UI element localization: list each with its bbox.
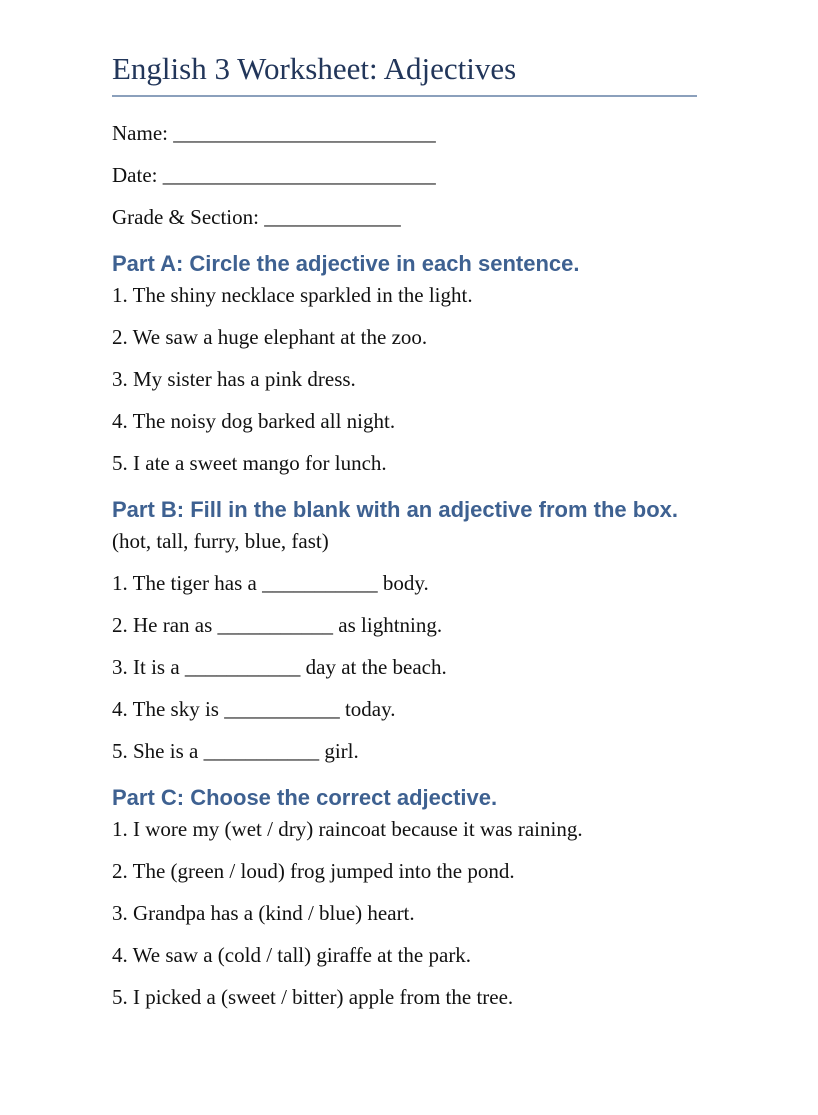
part-a-item-5: 5. I ate a sweet mango for lunch. xyxy=(112,451,387,475)
part-c-item-2: 2. The (green / loud) frog jumped into the pond. xyxy=(112,859,515,883)
part-a-item-3: 3. My sister has a pink dress. xyxy=(112,367,356,391)
part-c-item-4: 4. We saw a (cold / tall) giraffe at the park. xyxy=(112,943,472,967)
grade-section-label: Grade & Section: xyxy=(112,205,259,229)
part-c-item-3: 3. Grandpa has a (kind / blue) heart. xyxy=(112,901,415,925)
part-c-heading: Part C: Choose the correct adjective. xyxy=(112,785,498,810)
grade-section-field-row xyxy=(112,205,697,229)
student-info-fields xyxy=(112,121,697,229)
part-b-item-4: 4. The sky is ___________ today. xyxy=(112,697,396,721)
date-blank-line: __________________________ xyxy=(162,163,436,187)
part-b-item-3: 3. It is a ___________ day at the beach. xyxy=(112,655,447,679)
date-field-row xyxy=(112,163,697,187)
part-a-heading: Part A: Circle the adjective in each sentence. xyxy=(112,251,580,276)
grade-section-blank-line: _____________ xyxy=(264,205,401,229)
part-b-item-5: 5. She is a ___________ girl. xyxy=(112,739,359,763)
part-b-item-2: 2. He ran as ___________ as lightning. xyxy=(112,613,443,637)
part-a-item-4: 4. The noisy dog barked all night. xyxy=(112,409,396,433)
page-title: English 3 Worksheet: Adjectives xyxy=(112,50,697,97)
part-a-item-2: 2. We saw a huge elephant at the zoo. xyxy=(112,325,428,349)
section-part-b xyxy=(112,493,697,763)
name-field-row xyxy=(112,121,697,145)
date-label: Date: xyxy=(112,163,158,187)
section-part-a xyxy=(112,247,697,475)
name-label: Name: xyxy=(112,121,168,145)
part-c-item-5: 5. I picked a (sweet / bitter) apple from the tree. xyxy=(112,985,514,1009)
part-b-item-1: 1. The tiger has a ___________ body. xyxy=(112,571,429,595)
part-a-item-1: 1. The shiny necklace sparkled in the light. xyxy=(112,283,473,307)
name-blank-line: _________________________ xyxy=(173,121,436,145)
section-part-c xyxy=(112,781,697,1009)
part-b-word-bank: (hot, tall, furry, blue, fast) xyxy=(112,529,329,553)
part-c-item-1: 1. I wore my (wet / dry) raincoat because it was raining. xyxy=(112,817,583,841)
part-b-heading: Part B: Fill in the blank with an adjective from the box. xyxy=(112,497,678,522)
